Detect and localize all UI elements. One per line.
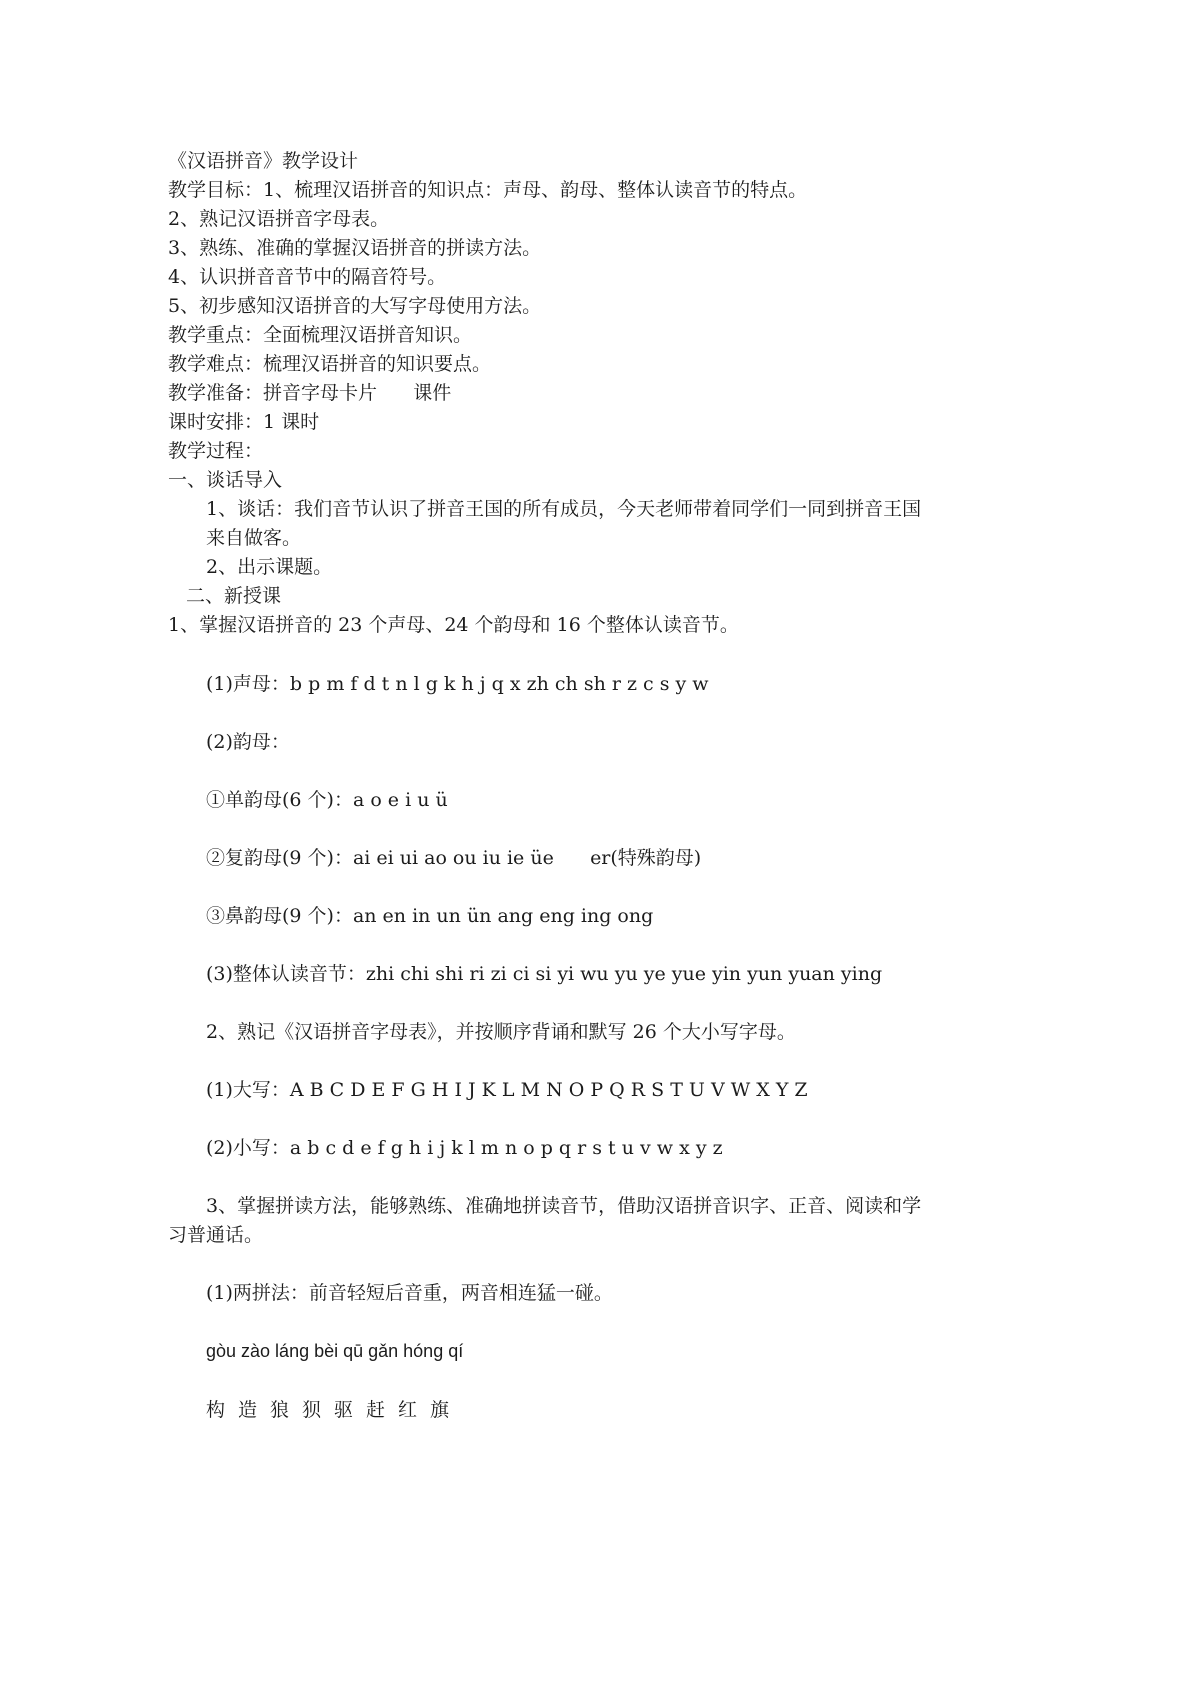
difficulty: 教学难点：梳理汉语拼音的知识要点。 [168, 353, 492, 375]
pinyin-example: gòu zào láng bèi qū gǎn hóng qí [206, 1341, 464, 1361]
process-heading: 教学过程： [168, 440, 264, 462]
uppercase-letters: (1)大写：A B C D E F G H I J K L M N O P Q R S T U V W X Y Z [206, 1079, 808, 1101]
schedule: 课时安排：1 课时 [168, 411, 320, 433]
objective-item: 3、熟练、准确的掌握汉语拼音的拼读方法。 [168, 237, 542, 259]
single-finals: ①单韵母(6 个)：a o e i u ü [206, 789, 448, 811]
section1-item1-line2: 来自做客。 [206, 527, 302, 549]
section1-heading: 一、谈话导入 [168, 469, 283, 491]
section2-point1: 1、掌握汉语拼音的 23 个声母、24 个韵母和 16 个整体认读音节。 [168, 614, 739, 636]
section1-item2: 2、出示课题。 [206, 556, 333, 578]
compound-finals: ②复韵母(9 个)：ai ei ui ao ou iu ie üe er(特殊韵母) [206, 847, 702, 869]
section2-heading: 二、新授课 [186, 585, 282, 607]
key-point: 教学重点：全面梳理汉语拼音知识。 [168, 324, 473, 346]
section1-item1-line1: 1、谈话：我们音节认识了拼音王国的所有成员，今天老师带着同学们一同到拼音王国 [206, 498, 922, 520]
section2-point2: 2、熟记《汉语拼音字母表》，并按顺序背诵和默写 26 个大小写字母。 [206, 1021, 796, 1043]
document-title: 《汉语拼音》教学设计 [168, 150, 359, 172]
lowercase-letters: (2)小写：a b c d e f g h i j k l m n o p q r s t u v w x y z [206, 1137, 723, 1159]
objective-item: 4、认识拼音音节中的隔音符号。 [168, 266, 447, 288]
two-part-method: (1)两拼法：前音轻短后音重，两音相连猛一碰。 [206, 1282, 613, 1304]
objective-item: 2、熟记汉语拼音字母表。 [168, 208, 390, 230]
section2-point3-line2: 习普通话。 [168, 1224, 264, 1246]
objective-item: 5、初步感知汉语拼音的大写字母使用方法。 [168, 295, 542, 317]
hanzi-example: 构造狼狈驱赶红旗 [206, 1399, 463, 1421]
initials-line: (1)声母：b p m f d t n l g k h j q x zh ch sh r z c s y w [206, 673, 709, 695]
objectives-line: 教学目标：1、梳理汉语拼音的知识点：声母、韵母、整体认读音节的特点。 [168, 179, 808, 201]
section2-point3-line1: 3、掌握拼读方法，能够熟练、准确地拼读音节，借助汉语拼音识字、正音、阅读和学 [206, 1195, 922, 1217]
whole-syllables: (3)整体认读音节：zhi chi shi ri zi ci si yi wu yu ye yue yin yun yuan ying [206, 963, 883, 985]
preparation: 教学准备：拼音字母卡片 课件 [168, 382, 452, 404]
nasal-finals: ③鼻韵母(9 个)：an en in un ün ang eng ing ong [206, 905, 654, 927]
finals-heading: (2)韵母： [206, 731, 290, 753]
